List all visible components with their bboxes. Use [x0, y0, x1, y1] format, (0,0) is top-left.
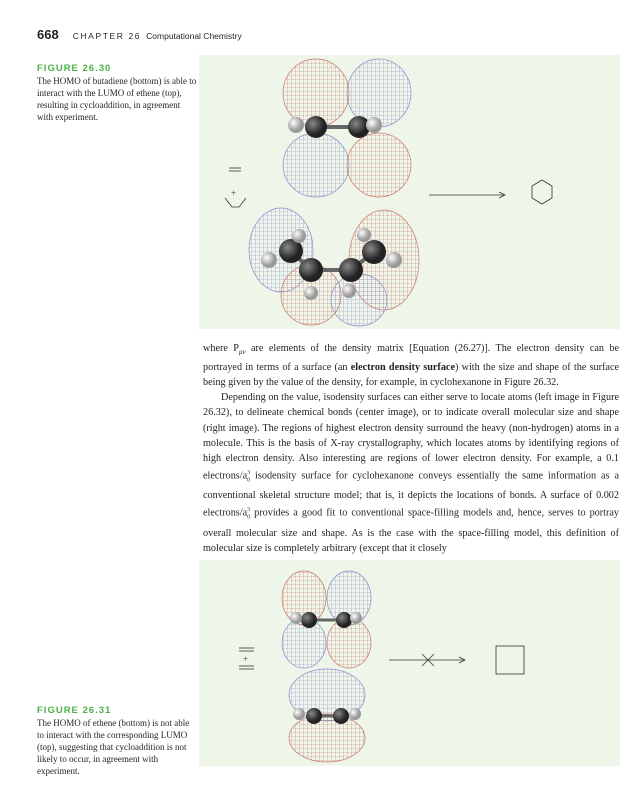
orbital-illustration: [199, 560, 620, 766]
figure-label: FIGURE 26.30: [37, 63, 112, 74]
figure-26-30-caption: [37, 62, 197, 123]
chapter-label: CHAPTER 26: [72, 31, 142, 41]
plus-sign: +: [243, 654, 249, 664]
orbital-lobe: [289, 714, 365, 762]
figure-26-31: [199, 560, 620, 766]
caption-text: The HOMO of ethene (bottom) is not able to interact with the corresponding LUMO (top), suggesting that cycloaddition is not likely to occur, in agreement with experiment.: [37, 718, 190, 776]
chapter-title: Computational Chemistry: [146, 31, 242, 41]
paragraph: where $P_{\mu\nu}$ are elements of the density matrix [Equation (26.27)]. The electron density can be portrayed in terms of a surface (an electron density surface) with the size and shape of the surface being given by the value of the density, for example, in cyclohexanone in Figure 26.32.: [203, 343, 619, 389]
paragraph: Depending on the value, isodensity surfaces can either serve to locate atoms (left image in Figure 26.32), to delineate chemical bonds (center image), or to indicate overall molecular size and shape (right image). The regions of highest electron density surround the heavy (non-hydrogen) atoms in a molecule. This is the basis of X-ray crystallography, which locates atoms by identifying regions of high electron density. Also interesting are regions of lower electron density. For example, a 0.1 electrons/$a_0^3$ isodensity surface for cyclohexanone conveys essentially the same information as a conventional skeletal structure model; that is, it depicts the locations of bonds. A surface of 0.002 electrons/$a_0^3$ provides a good fit to conventional space-filling models and, hence, serves to portray overall molecular size and shape. As is the case with the space-filling model, this definition of molecular size is completely arbitrary (except that it closely: [203, 392, 619, 554]
orbital-lobe: [331, 274, 387, 326]
caption-text: The HOMO of butadiene (bottom) is able to interact with the LUMO of ethene (top), resulting in cycloaddition, in agreement with experiment.: [37, 76, 197, 122]
orbital-illustration: [199, 55, 620, 329]
term-electron-density-surface: electron density surface: [350, 362, 455, 374]
body-text: [203, 341, 619, 556]
orbital-lobe: [283, 133, 349, 197]
figure-label: FIGURE 26.31: [37, 705, 112, 716]
page-number: 668: [37, 27, 59, 42]
reaction-scheme: [239, 646, 524, 674]
figure-26-31-caption: [37, 704, 197, 777]
running-header: [37, 27, 242, 42]
figure-26-30: [199, 55, 620, 329]
orbital-lobe: [347, 133, 411, 197]
plus-sign: +: [231, 188, 237, 198]
